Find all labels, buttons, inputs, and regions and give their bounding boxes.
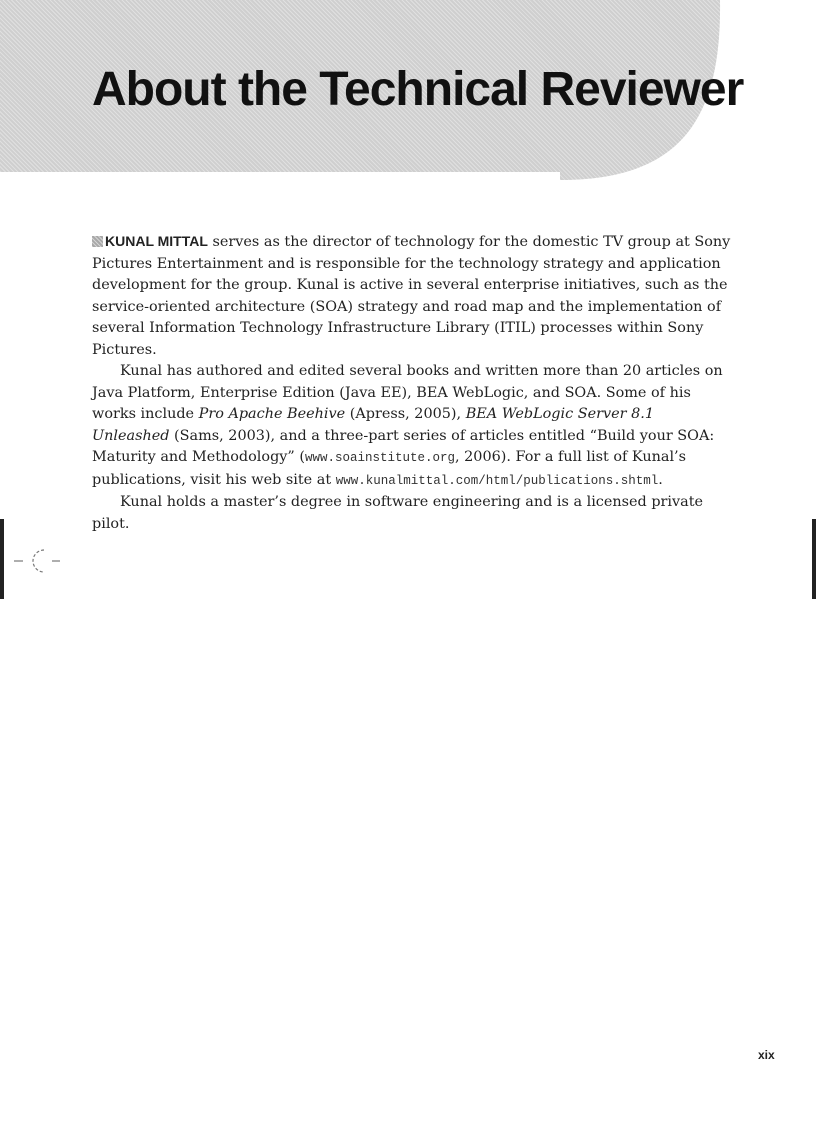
bio-paragraph-2 xyxy=(92,361,732,492)
bio-paragraph-3 xyxy=(92,492,732,535)
book-2-publisher: (Sams, 2003), and a three-part series of articles entitled “Build your SOA: Maturity and Methodology” ( xyxy=(92,427,715,465)
page-number: xix xyxy=(758,1048,775,1062)
bio-text-1: serves as the director of technology for the domestic TV group at Sony Pictures Entertainment and is responsible for the technology strategy and application development for the group. Kunal is active in several enterprise initiatives, such as the service-oriented architecture (SOA) strategy and road map and the implementation of several Information Technology Infrastructure Library (ITIL) processes within Sony Pictures. xyxy=(92,234,731,358)
reviewer-bio xyxy=(92,231,732,535)
website-url: www.kunalmittal.com/html/publications.shtml xyxy=(335,473,659,488)
bullet-marker-icon xyxy=(92,236,103,247)
right-crop-bar xyxy=(812,519,816,599)
book-title-1: Pro Apache Beehive xyxy=(198,406,346,422)
left-crop-bar xyxy=(0,519,4,599)
book-title-2: BEA WebLogic Server 8.1 Unleashed xyxy=(92,406,654,444)
bio-text-3: , 2006). For a full list of Kunal’s publications, visit his web site at xyxy=(92,449,687,488)
bio-period: . xyxy=(658,471,663,488)
bio-text-4: Kunal holds a master’s degree in software engineering and is a licensed private pilot. xyxy=(92,494,704,532)
bio-paragraph-1 xyxy=(92,231,732,361)
registration-mark-icon xyxy=(14,545,64,575)
bio-text-2: Kunal has authored and edited several books and written more than 20 articles on Java Platform, Enterprise Edition (Java EE), BEA WebLogic, and SOA. Some of his works include xyxy=(92,363,723,422)
book-1-publisher: (Apress, 2005), xyxy=(345,406,466,422)
soainstitute-url: www.soainstitute.org xyxy=(304,451,455,465)
reviewer-name: KUNAL MITTAL xyxy=(105,233,208,249)
chapter-title: About the Technical Reviewer xyxy=(92,63,744,116)
